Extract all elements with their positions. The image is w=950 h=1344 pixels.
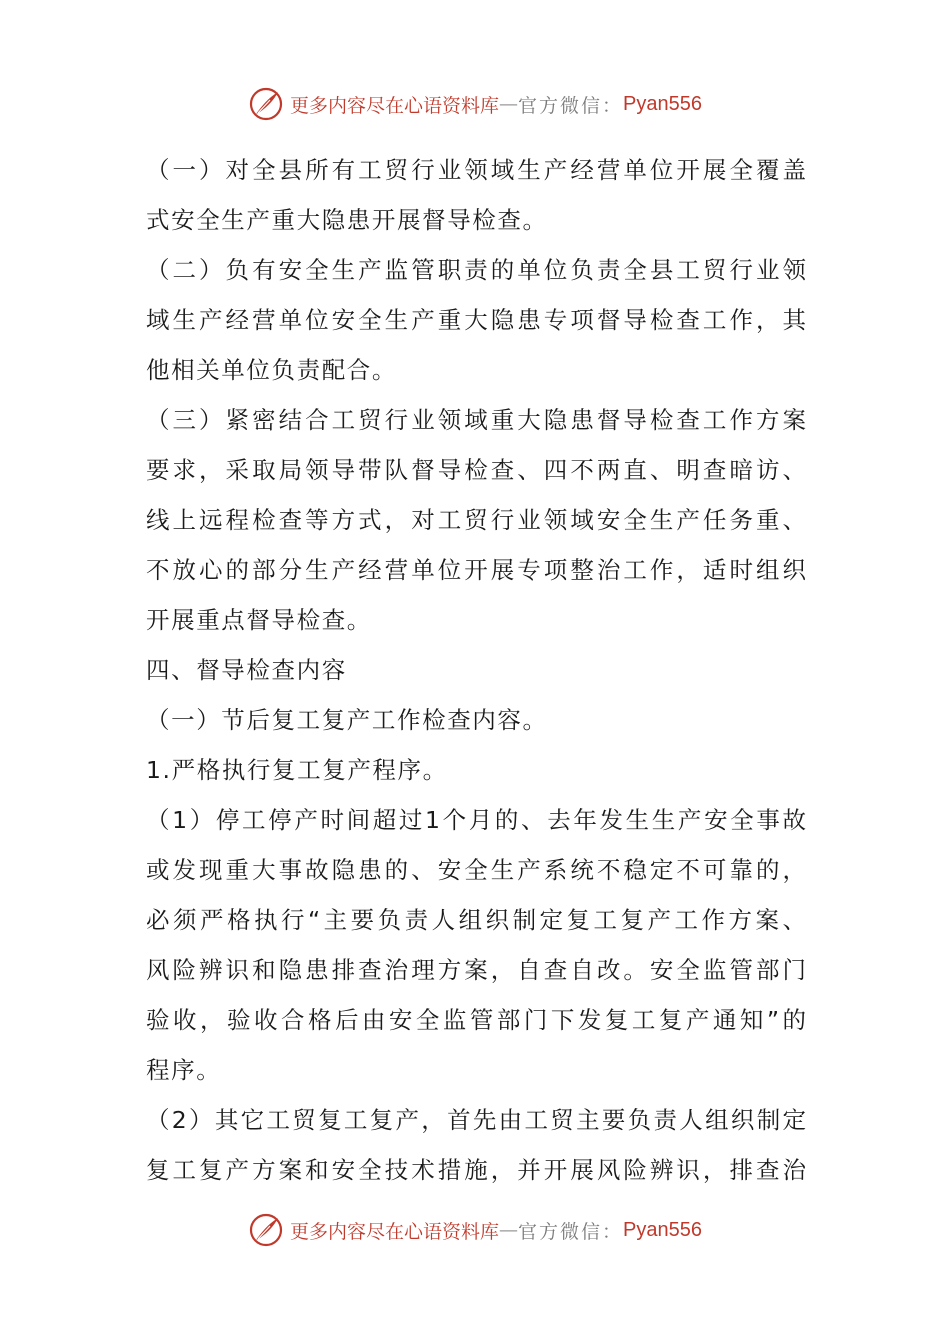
watermark-dash: — [499,93,519,115]
text-line: 程序。 [146,1056,222,1084]
text-line: （1）停工停产时间超过1个月的、去年发生生产安全事故 [146,806,806,834]
text-line: （一）对全县所有工贸行业领域生产经营单位开展全覆盖 [146,156,806,184]
text-line: 或发现重大事故隐患的、安全生产系统不稳定不可靠的， [146,856,806,884]
watermark-label: 官方微信： [518,1220,624,1243]
text-line: 式安全生产重大隐患开展督导检查。 [146,206,548,234]
document-body [146,145,806,1195]
text-line: 线上远程检查等方式，对工贸行业领域安全生产任务重、 [146,506,806,534]
text-line: 复工复产方案和安全技术措施，并开展风险辨识，排查治 [146,1156,806,1184]
watermark-wechat-id: Pyan556 [623,92,702,115]
watermark-brand-text: 更多内容尽在心语资料库 [290,1220,500,1243]
text-line: （三）紧密结合工贸行业领域重大隐患督导检查工作方案 [146,406,806,434]
text-line: 1.严格执行复工复产程序。 [146,756,448,784]
text-line: 他相关单位负责配合。 [146,356,397,384]
text-line: 验收，验收合格后由安全监管部门下发复工复产通知”的 [146,1006,806,1034]
watermark-brand-text: 更多内容尽在心语资料库 [290,94,500,117]
quill-logo-icon [248,1212,284,1248]
text-line: 四、督导检查内容 [146,656,347,684]
text-line: 域生产经营单位安全生产重大隐患专项督导检查工作，其 [146,306,806,334]
footer-watermark-banner [0,1208,950,1252]
watermark-wechat-id: Pyan556 [623,1218,702,1241]
text-line: 风险辨识和隐患排查治理方案，自查自改。安全监管部门 [146,956,806,984]
header-watermark-banner [0,82,950,126]
quill-logo-icon [248,86,284,122]
text-line: （一）节后复工复产工作检查内容。 [146,706,548,734]
text-line: 开展重点督导检查。 [146,606,372,634]
watermark-label: 官方微信： [518,94,624,117]
text-line: 必须严格执行“主要负责人组织制定复工复产工作方案、 [146,906,806,934]
text-line: 不放心的部分生产经营单位开展专项整治工作，适时组织 [146,556,806,584]
text-line: （2）其它工贸复工复产，首先由工贸主要负责人组织制定 [146,1106,806,1134]
text-line: （二）负有安全生产监管职责的单位负责全县工贸行业领 [146,256,806,284]
text-line: 要求，采取局领导带队督导检查、四不两直、明查暗访、 [146,456,806,484]
watermark-dash: — [499,1219,519,1241]
